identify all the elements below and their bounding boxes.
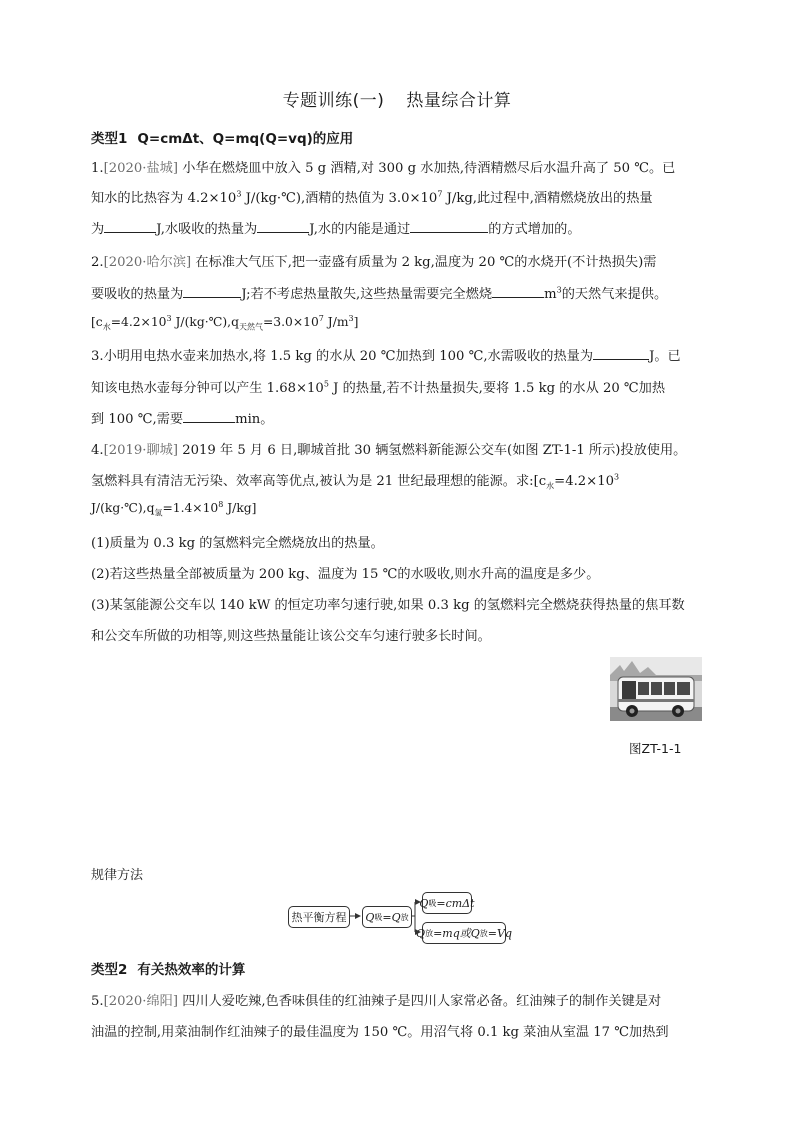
q3-text-2b: J 的热量,若不计热量损失,要将 1.5 kg 的水从 20 ℃加热 (328, 381, 666, 396)
q3-text-2a: 知该电热水壶每分钟可以产生 1.68×10 (91, 381, 324, 396)
box4-sub2: 放 (479, 928, 488, 938)
q2-c-5: J/m (323, 315, 349, 330)
box3-q: Q (419, 896, 429, 910)
q2-exp: 3 (556, 285, 562, 295)
box4-mid: =mq或Q (433, 927, 480, 940)
q2-source-tag: [2020·哈尔滨] (103, 255, 192, 270)
q3-text-1b: J。已 (649, 349, 681, 364)
q4-text-3a: J/(kg·℃),q (91, 501, 155, 516)
q1-text-3b: J,水吸收的热量为 (156, 222, 258, 237)
q2-c-exp2: 7 (318, 314, 324, 323)
box2-sub1: 吸 (374, 912, 383, 922)
section-heading-2 (91, 958, 245, 978)
box-heat-balance-text: 热平衡方程 (291, 911, 347, 924)
q1-exp-2: 7 (437, 189, 443, 199)
box2-q1: Q (365, 910, 375, 924)
box3-formula: =cmΔt (436, 896, 475, 910)
q2-c-4: =3.0×10 (262, 315, 319, 330)
q4-subq3-line2: 和公交车所做的功相等,则这些热量能让该公交车匀速行驶多长时间。 (91, 629, 491, 644)
q3-text-1a: 小明用电热水壶来加热水,将 1.5 kg 的水从 20 ℃加热到 100 ℃,水需吸收的热量为 (103, 349, 594, 364)
q4-subq3-line1: (3)某氢能源公交车以 140 kW 的恒定功率匀速行驶,如果 0.3 kg 的氢燃料完全燃烧获得热量的焦耳数 (91, 598, 685, 613)
q4-sub-hydrogen: 氢 (154, 508, 163, 518)
q2-text-2d: 的天然气来提供。 (561, 287, 668, 302)
q2-c-6: ] (353, 315, 359, 330)
q1-source-tag: [2020·盐城] (103, 161, 179, 176)
q4-exp-2: 8 (218, 500, 224, 509)
q2-text-2b: J;若不考虑热量散失,这些热量需要完全燃烧 (241, 287, 493, 302)
q2-text-2c: m (544, 287, 557, 302)
q4-text-2a: 氢燃料具有清洁无污染、效率高等优点,被认为是 21 世纪最理想的能源。求:[c (91, 474, 547, 489)
q2-c-2: =4.2×10 (110, 315, 167, 330)
box3-sub: 吸 (428, 898, 437, 908)
q1-text-2a: 知水的比热容为 4.2×10 (91, 191, 237, 206)
q2-c-1: [c (91, 315, 103, 330)
q2-c-exp3: 3 (348, 314, 354, 323)
q2-text-2a: 要吸收的热量为 (91, 287, 184, 302)
q1-text-3a: 为 (91, 222, 105, 237)
q1-text-1: 小华在燃烧皿中放入 5 g 酒精,对 300 g 水加热,待酒精燃尽后水温升高了 50 ℃。已 (182, 161, 676, 176)
box2-sub2: 放 (400, 912, 409, 922)
q1-text-3c: J,水的内能是通过 (309, 222, 411, 237)
section1-label: 类型1 (91, 131, 128, 147)
q2-c-3: J/(kg·℃),q (171, 315, 239, 330)
q4-exp-1: 3 (614, 472, 620, 482)
q3-text-3a: 到 100 ℃,需要 (91, 412, 184, 427)
q5-text-1: 四川人爱吃辣,色香味俱佳的红油辣子是四川人家常必备。红油辣子的制作关键是对 (182, 994, 662, 1009)
title-part1: 专题训练(一) (282, 91, 385, 111)
method-label: 规律方法 (91, 868, 144, 883)
q2-c-exp1: 3 (166, 314, 172, 323)
q3-exp: 5 (323, 379, 329, 389)
section2-text: 有关热效率的计算 (137, 962, 246, 978)
q4-sub-water: 水 (546, 481, 555, 491)
q4-text-1: 2019 年 5 月 6 日,聊城首批 30 辆氢燃料新能源公交车(如图 ZT-1-1 所示)投放使用。 (182, 443, 687, 458)
q2-text-1: 在标准大气压下,把一壶盛有质量为 2 kg,温度为 20 ℃的水烧开(不计热损失)需 (195, 255, 657, 270)
box2-q2: =Q (382, 910, 401, 924)
q4-subq1: (1)质量为 0.3 kg 的氢燃料完全燃烧放出的热量。 (91, 536, 384, 551)
q1-text-2b: J/(kg·℃),酒精的热值为 3.0×10 (241, 191, 438, 206)
figure-caption: 图ZT-1-1 (629, 741, 682, 756)
q4-number: 4. (91, 443, 104, 458)
q4-text-3c: J/kg] (223, 501, 257, 516)
q2-c-sub1: 水 (102, 322, 111, 332)
q1-text-3d: 的方式增加的。 (488, 222, 581, 237)
q2-c-sub2: 天然气 (238, 322, 263, 332)
q1-text-2c: J/kg,此过程中,酒精燃烧放出的热量 (442, 191, 653, 206)
q5-line2: 油温的控制,用菜油制作红油辣子的最佳温度为 150 ℃。用沼气将 0.1 kg 菜油从室温 17 ℃加热到 (91, 1025, 669, 1040)
q2-number: 2. (91, 255, 104, 270)
title-part2: 热量综合计算 (406, 91, 512, 111)
q5-source-tag: [2020·绵阳] (103, 994, 179, 1009)
box4-q1: Q (416, 926, 426, 940)
box4-sub1: 放 (425, 928, 434, 938)
box4-end: =Vq (487, 926, 512, 940)
q3-text-3b: min。 (235, 412, 274, 427)
section2-label: 类型2 (91, 962, 128, 978)
q5-line1 (91, 990, 711, 1009)
q4-subq2: (2)若这些热量全部被质量为 200 kg、温度为 15 ℃的水吸收,则水升高的温度是多少。 (91, 567, 600, 582)
q4-text-2b: =4.2×10 (554, 474, 614, 489)
q4-source-tag: [2019·聊城] (103, 443, 179, 458)
section1-text: Q=cmΔt、Q=mq(Q=vq)的应用 (137, 131, 354, 147)
q5-number: 5. (91, 994, 104, 1009)
q1-exp-1: 3 (236, 189, 242, 199)
q4-text-3b: =1.4×10 (162, 501, 219, 516)
q3-number: 3. (91, 349, 104, 364)
q1-number: 1. (91, 161, 104, 176)
